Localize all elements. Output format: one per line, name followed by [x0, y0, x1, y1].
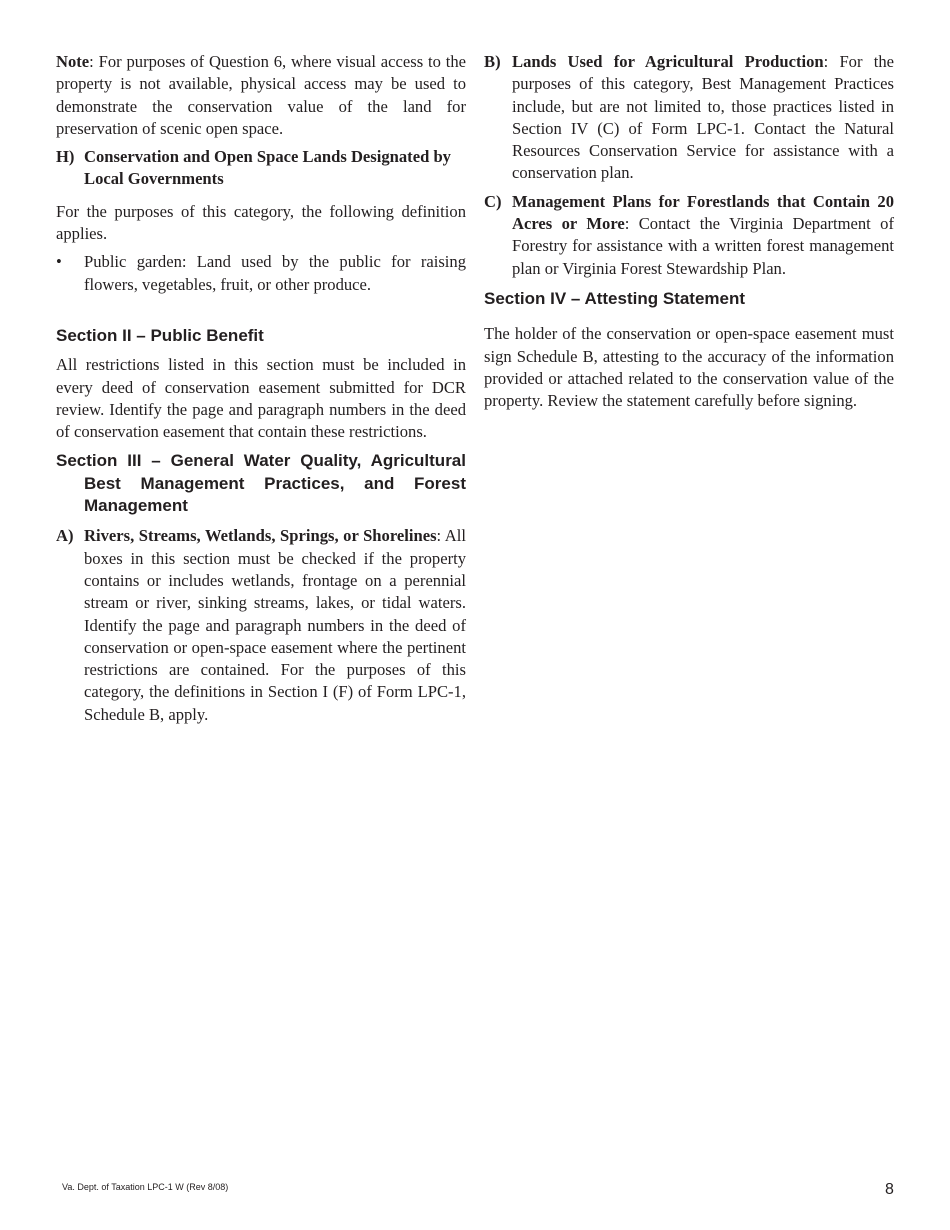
item-c-label: C) [484, 191, 502, 211]
item-h-intro: For the purposes of this category, the following definition applies. [56, 201, 466, 244]
item-b-title: Lands Used for Agricultural Production [512, 52, 824, 71]
item-h-title: Conservation and Open Space Lands Designated by Local Governments [84, 147, 451, 189]
footer-text: Va. Dept. of Taxation LPC-1 W (Rev 8/08) [62, 1182, 229, 1192]
item-a-title: Rivers, Streams, Wetlands, Springs, or Shorelines [84, 526, 437, 546]
item-a-label: A) [56, 526, 74, 546]
item-b-label: B) [484, 52, 501, 71]
bullet-text: Public garden: Land used by the public for raising flowers, vegetables, fruit, or other produce. [84, 252, 466, 294]
section-2-heading: Section II – Public Benefit [56, 325, 264, 345]
section-4-text: The holder of the conservation or open-space easement must sign Schedule B, attesting to the accuracy of the information provided or attached related to the conservation value of the property. Review the statement carefully before signing. [484, 324, 894, 411]
item-c-text: : Contact the Virginia Department of Forestry for assistance with a written forest management plan or Virginia Forest Stewardship Plan. [512, 214, 894, 278]
note-label: Note [56, 52, 90, 71]
item-h-label: H) [56, 147, 75, 167]
item-h [56, 146, 466, 191]
section-3-heading: Section III – General Water Quality, Agricultural Best Management Practices, and Forest Management [56, 451, 466, 516]
item-a [56, 525, 466, 726]
item-a-text: : All boxes in this section must be checked if the property contains or includes wetlands, frontage on a perennial stream or river, sinking streams, lakes, or tidal waters. Identify the page and paragraph numbers in the deed of conservation or open-space easement where the pertinent restrictions are contained. For the purposes of this category, the definitions in Section I (F) of Form LPC-1, Schedule B, apply. [84, 526, 466, 724]
right-column [484, 51, 894, 412]
section-2-text: All restrictions listed in this section must be included in every deed of conservation easement submitted for DCR review. Identify the page and paragraph numbers in the deed of conservation easement that contain these restrictions. [56, 355, 466, 442]
item-b-text: : For the purposes of this category, Best Management Practices include, but are not limited to, those practices listed in Section IV (C) of Form LPC-1. Contact the Natural Resources Conservation Service for assistance with a conservation plan. [512, 52, 894, 183]
item-c [484, 191, 894, 280]
note-text: : For purposes of Question 6, where visual access to the property is not available, physical access may be used to demonstrate the conservation value of the land for preservation of scenic open space. [56, 52, 466, 138]
item-c-title: Management Plans for Forestlands that Contain 20 Acres or More [512, 191, 894, 234]
section-4-heading: Section IV – Attesting Statement [484, 288, 746, 308]
bullet-marker: • [56, 252, 62, 272]
left-column [56, 51, 466, 726]
page-number: 8 [885, 1181, 894, 1198]
bullet-item [56, 251, 466, 296]
item-b [484, 51, 894, 185]
note-paragraph [56, 51, 466, 140]
